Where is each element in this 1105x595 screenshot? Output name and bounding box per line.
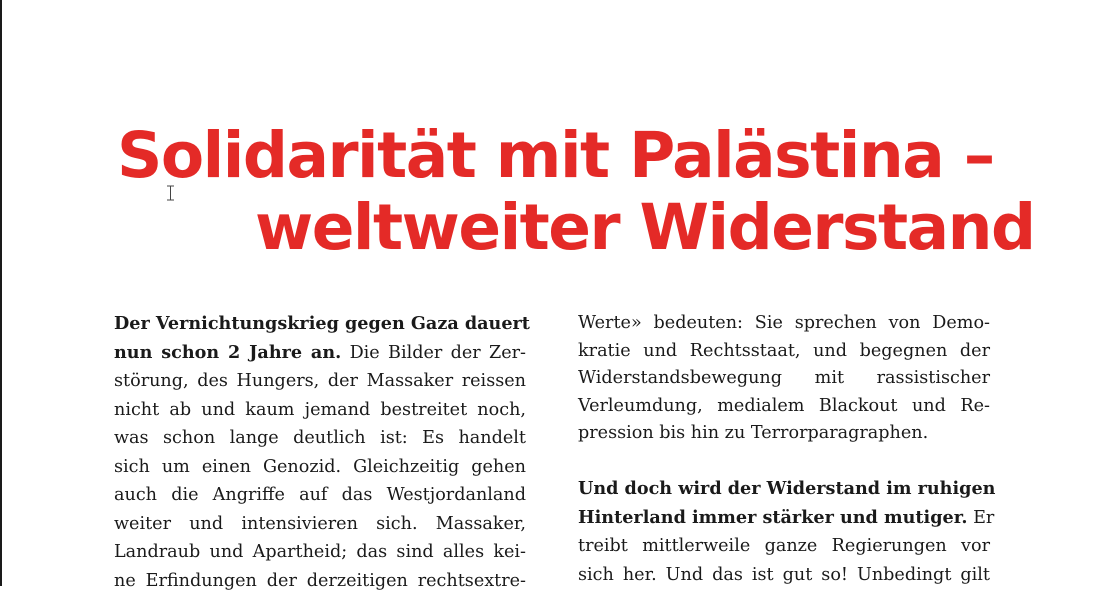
text-line: Landraub und Apartheid; das sind alles kei- — [114, 538, 526, 567]
headline-line-1: Solidarität mit Palästina – — [117, 124, 994, 187]
text-line: Und doch wird der Widerstand im ruhigen — [578, 475, 990, 504]
text-line: nun schon 2 Jahre an. Die Bilder der Zer- — [114, 339, 526, 368]
text-line: Hinterland immer stärker und mutiger. Er — [578, 504, 990, 533]
text-line: auch die Angriffe auf das Westjordanland — [114, 481, 526, 510]
continuation-paragraph — [578, 310, 990, 448]
article-column-left — [114, 310, 526, 595]
resistance-paragraph — [578, 475, 990, 589]
text-line: Der Vernichtungskrieg gegen Gaza dauert — [114, 310, 526, 339]
text-line: Widerstandsbewegung mit rassistischer — [578, 365, 990, 393]
page-edge-divider — [0, 0, 2, 586]
text-line: kratie und Rechtsstaat, und begegnen der — [578, 338, 990, 366]
text-line: nicht ab und kaum jemand bestreitet noch, — [114, 396, 526, 425]
text-line: treibt mittlerweile ganze Regierungen vor — [578, 532, 990, 561]
text-line: störung, des Hungers, der Massaker reissen — [114, 367, 526, 396]
intro-paragraph — [114, 310, 526, 595]
headline-line-2: weltweiter Widerstand — [255, 196, 1035, 259]
text-line: Werte» bedeuten: Sie sprechen von Demo- — [578, 310, 990, 338]
text-line: ne Erfindungen der derzeitigen rechtsextre- — [114, 567, 526, 595]
text-line: weiter und intensivieren sich. Massaker, — [114, 510, 526, 539]
text-line: sich um einen Genozid. Gleichzeitig gehen — [114, 453, 526, 482]
text-line: pression bis hin zu Terrorparagraphen. — [578, 420, 990, 448]
paragraph-gap — [578, 448, 990, 476]
article-column-right — [578, 310, 990, 589]
text-line: Verleumdung, medialem Blackout und Re- — [578, 393, 990, 421]
text-line: sich her. Und das ist gut so! Unbedingt gilt — [578, 561, 990, 590]
text-line: was schon lange deutlich ist: Es handelt — [114, 424, 526, 453]
text-cursor-icon — [166, 185, 175, 201]
